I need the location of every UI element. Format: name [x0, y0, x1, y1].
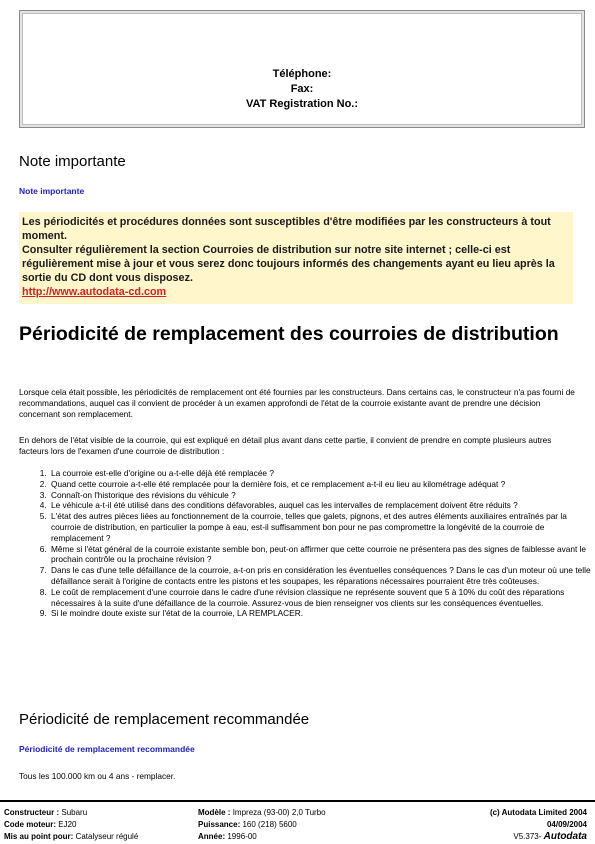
- page-title: Périodicité de remplacement des courroies de distribution: [19, 323, 559, 345]
- annee-label: Année:: [198, 832, 226, 841]
- list-item: 2. Quand cette courroie a-t-elle été remplacée pour la dernière fois, et ce remplacement a-t-il eu lieu au kilométrage adéquat ?: [49, 479, 591, 490]
- intro-paragraph-1: Lorsque cela était possible, les périodicités de remplacement ont été fournies par les constructeurs. Dans certains cas, le constructeur n'a pas fourni de recommandations, auquel cas il convient de procéder à un examen approfondi de l'état de la courroie existante avant de prendre une décision concernant son remplacement.: [19, 387, 575, 419]
- contact-lines: [20, 67, 584, 112]
- list-item: 3. Connaît-on l'historique des révisions du véhicule ?: [49, 490, 591, 501]
- recommended-subheading: Périodicité de remplacement recommandée: [19, 744, 195, 754]
- autodata-link[interactable]: http://www.autodata-cd.com: [22, 286, 167, 298]
- code-label: Code moteur:: [4, 820, 56, 829]
- puissance-value: 160 (218) 5600: [242, 820, 297, 829]
- list-item: 4. Le véhicule a-t-il été utilisé dans des conditions défavorables, auquel cas les intervalles de remplacement doivent être réduits ?: [49, 500, 591, 511]
- puissance-label: Puissance:: [198, 820, 241, 829]
- mis-label: Mis au point pour:: [4, 832, 74, 841]
- intro-paragraph-2: En dehors de l'état visible de la courroie, qui est expliqué en détail plus avant dans cette partie, il convient de prendre en compte plusieurs autres facteurs lors de l'examen d'une courroie de distribution :: [19, 435, 552, 456]
- important-note-box: [19, 212, 573, 304]
- note-paragraph-1: Les périodicités et procédures données sont susceptibles d'être modifiées par les constructeurs à tout moment.: [22, 216, 551, 242]
- header-box: [19, 10, 585, 128]
- note-paragraph-2: Consulter régulièrement la section Courroies de distribution sur notre site internet ; celle-ci est régulièrement mise à jour et vous serez donc toujours informés des changements ayant eu lieu après la sortie du CD dont vous disposez.: [22, 244, 555, 284]
- note-subheading: Note importante: [19, 186, 85, 196]
- annee-value: 1996-00: [227, 832, 257, 841]
- note-heading: Note importante: [19, 153, 126, 170]
- list-item: 8. Le coût de remplacement d'une courroie dans le cadre d'une révision classique ne représente souvent que 5 à 10% du coût des réparations nécessaires à la suite d'une défaillance de la courroie. Assurez-vous de bien renseigner vos clients sur les conséquences éventuelles.: [49, 587, 591, 609]
- list-item: 9. Si le moindre doute existe sur l'état de la courroie, LA REMPLACER.: [49, 608, 591, 619]
- autodata-logo: Autodata: [543, 831, 587, 842]
- footer-col-left: [4, 807, 138, 843]
- version: V5.373-: [513, 832, 542, 841]
- telephone-label: Téléphone:: [272, 68, 332, 80]
- modele-label: Modèle :: [198, 808, 231, 817]
- footer-col-right: [490, 807, 587, 843]
- footer-col-middle: [198, 807, 326, 843]
- list-item: 6. Même si l'état général de la courroie existante semble bon, peut-on affirmer que cette courroie ne présentera pas des signes de faiblesse avant le prochain contrôle ou la prochaine révision ?: [49, 544, 591, 566]
- vat-label: VAT Registration No.:: [245, 98, 359, 110]
- fax-label: Fax:: [290, 83, 314, 95]
- code-value: EJ20: [58, 820, 77, 829]
- list-item: 5. L'état des autres pièces liées au fonctionnement de la courroie, telles que galets, pignons, et des autres éléments auxiliaires entraînés par la courroie de distribution, en particulier la pompe à eau, est-il suffisamment bon pour ne pas compromettre la longévité de la courroie de remplacement ?: [49, 511, 591, 543]
- checklist: [19, 468, 591, 619]
- modele-value: Impreza (93-00) 2,0 Turbo: [232, 808, 326, 817]
- list-item: 7. Dans le cas d'une telle défaillance de la courroie, a-t-on pris en considération les éventuelles conséquences ? Dans le cas d'un moteur où une telle défaillance serait à l'origine de contacts entre les pistons et les soupapes, les réparations nécessaires pourraient être très coûteuses.: [49, 565, 591, 587]
- copyright: (c) Autodata Limited 2004: [489, 808, 587, 817]
- recommended-interval: Tous les 100.000 km ou 4 ans - remplacer.: [19, 771, 176, 781]
- print-date: 04/09/2004: [546, 820, 587, 829]
- footer: [0, 800, 595, 844]
- mis-value: Catalyseur régulé: [75, 832, 139, 841]
- recommended-heading: Périodicité de remplacement recommandée: [19, 711, 310, 728]
- list-item: 1. La courroie est-elle d'origine ou a-t-elle déjà été remplacée ?: [49, 468, 591, 479]
- constructeur-value: Subaru: [61, 808, 88, 817]
- constructeur-label: Constructeur :: [4, 808, 60, 817]
